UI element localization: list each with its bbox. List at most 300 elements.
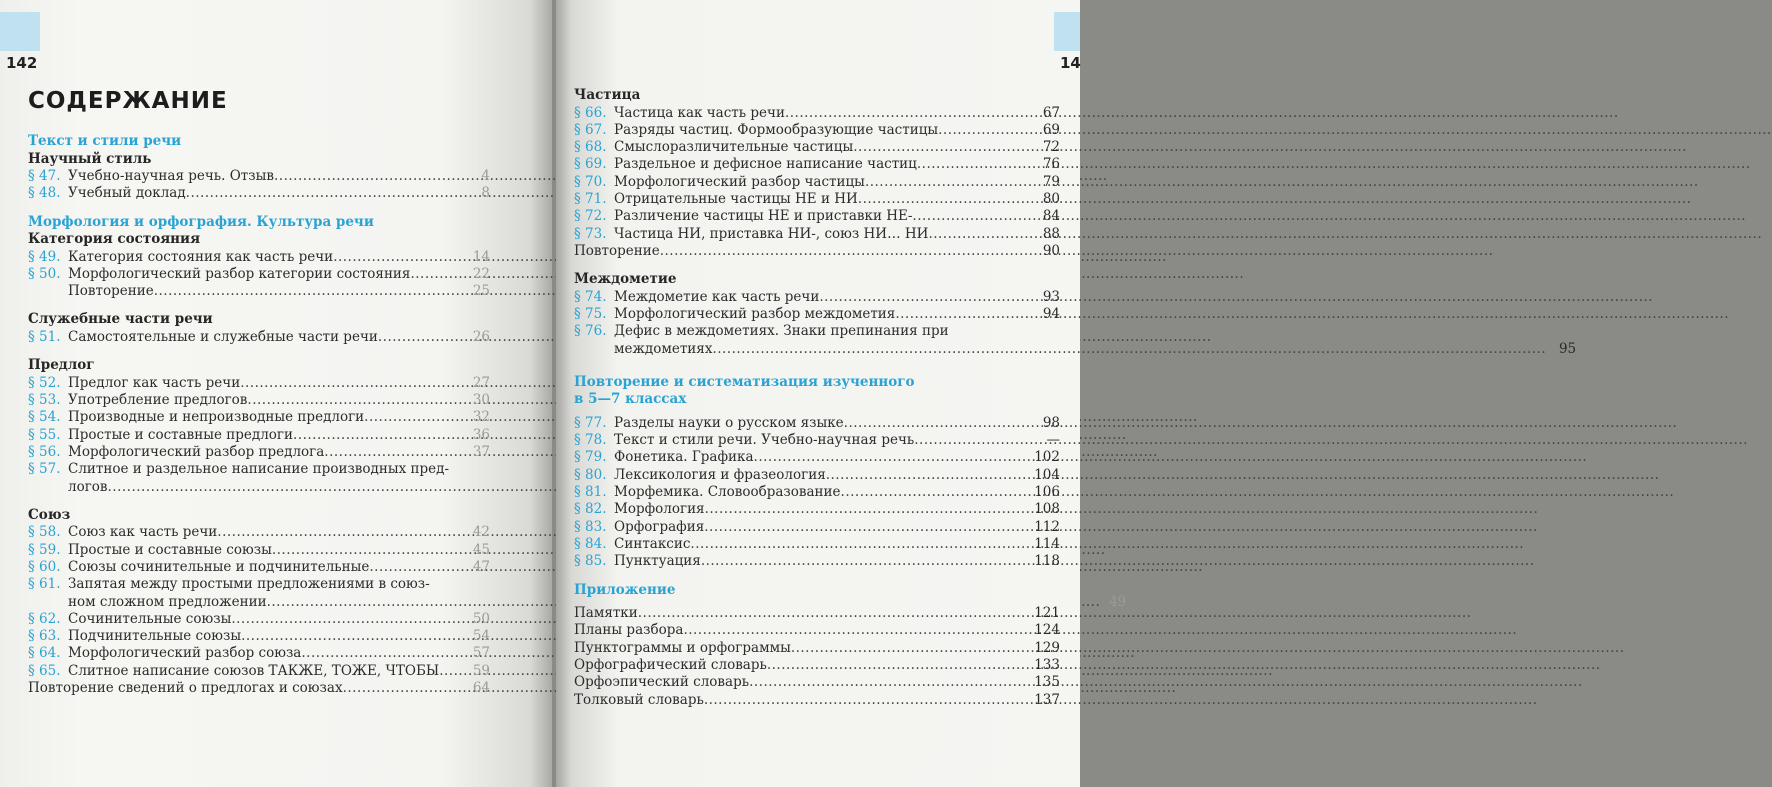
toc-entry[interactable] — [28, 645, 490, 662]
entry-label — [68, 185, 464, 202]
entry-label — [614, 156, 1030, 173]
page-ref: 108 — [1034, 501, 1060, 518]
dot-leader — [841, 484, 1030, 501]
section-heading: Служебные части речи — [28, 311, 213, 328]
dot-leader — [660, 243, 1030, 260]
dot-leader — [749, 674, 1030, 691]
entry-label — [68, 542, 464, 559]
entry-label — [614, 484, 1030, 501]
entry-title: Подчинительные союзы — [68, 628, 242, 645]
toc-entry[interactable] — [28, 444, 490, 461]
toc-entry[interactable] — [574, 432, 1060, 449]
part-heading: Повторение и систематизация изученного — [574, 373, 915, 390]
entry-label — [68, 524, 464, 541]
section-heading: Частица — [574, 87, 641, 103]
entry-label — [68, 427, 464, 444]
dot-leader — [912, 208, 1030, 225]
dot-leader — [240, 375, 464, 392]
dot-leader — [785, 105, 1030, 122]
page-ref: 133 — [1034, 656, 1060, 673]
entry-label — [614, 289, 1030, 306]
page-ref: 95 — [1558, 340, 1577, 357]
toc-entry[interactable] — [28, 409, 490, 426]
entry-label — [574, 243, 1030, 260]
entry-title: Отрицательные частицы НЕ и НИ — [614, 190, 858, 207]
section-number: § 82. — [574, 501, 607, 518]
dot-leader — [938, 122, 1030, 139]
page-tab-marker — [0, 12, 40, 51]
entry-label — [614, 208, 1030, 225]
section-number: § 54. — [28, 409, 61, 426]
entry-title-line2: ном сложном предложении — [68, 593, 267, 610]
page-ref: 30 — [472, 392, 490, 409]
toc-entry[interactable] — [574, 692, 1060, 709]
entry-label — [68, 663, 464, 680]
dot-leader — [638, 605, 1030, 622]
dot-leader — [217, 524, 464, 541]
section-heading: Союз — [28, 506, 71, 523]
page-ref: 94 — [1042, 305, 1060, 322]
page-ref: 106 — [1034, 484, 1060, 501]
spacer — [574, 358, 1060, 374]
entry-label — [68, 444, 464, 461]
section-number: § 64. — [28, 645, 61, 662]
section-number: § 76. — [574, 323, 607, 340]
section-number: § 85. — [574, 553, 607, 570]
entry-title: Производные и непроизводные предлоги — [68, 409, 365, 426]
page-number: 142 — [6, 54, 38, 72]
entry-title: Орфография — [614, 518, 705, 535]
dot-leader — [324, 444, 464, 461]
section-number: § 72. — [574, 208, 607, 225]
toc-entry[interactable] — [28, 680, 490, 697]
entry-title: Употребление предлогов — [68, 392, 248, 409]
dot-leader — [690, 536, 1030, 553]
toc-entry[interactable] — [28, 375, 490, 392]
entry-title: Запятая между простыми предложениями в союз- — [68, 576, 430, 593]
section-number: § 65. — [28, 662, 61, 679]
entry-title: Морфологический разбор междометия — [614, 305, 896, 322]
entry-title: Синтаксис — [614, 535, 691, 552]
dot-leader — [712, 341, 1546, 358]
entry-title: Простые и составные союзы — [68, 541, 272, 558]
section-number: § 59. — [28, 541, 61, 558]
entry-title: Учебный доклад — [68, 185, 186, 202]
dot-leader — [364, 409, 464, 426]
entry-label — [68, 249, 464, 266]
entry-label — [68, 283, 464, 300]
page-ref: — — [1046, 432, 1060, 449]
part-heading: в 5—7 классах — [574, 391, 687, 408]
section-number: § 69. — [574, 156, 607, 173]
section-heading: Категория состояния — [28, 231, 201, 248]
toc-entry[interactable] — [574, 674, 1060, 691]
toc-entry[interactable] — [28, 329, 490, 346]
part-heading: Текст и стили речи — [28, 133, 182, 149]
page-ref: 59 — [472, 662, 490, 679]
entry-title: Орфоэпический словарь — [574, 674, 750, 691]
toc-entry[interactable] — [28, 461, 490, 496]
toc-entry[interactable] — [574, 622, 1060, 639]
toc-entry[interactable] — [574, 501, 1060, 518]
entry-title: Предлог как часть речи — [68, 374, 241, 391]
toc-entry[interactable] — [28, 185, 490, 202]
part-heading: Морфология и орфография. Культура речи — [28, 213, 374, 230]
entry-title: Повторение — [68, 283, 154, 300]
toc-entry[interactable] — [574, 467, 1060, 484]
entry-label — [614, 139, 1030, 156]
entry-label — [68, 392, 464, 409]
section-number: § 55. — [28, 426, 61, 443]
section-number: § 79. — [574, 449, 607, 466]
spacer — [574, 260, 1060, 271]
page-ref: 22 — [472, 265, 490, 282]
toc-entry[interactable] — [28, 559, 490, 576]
section-number: § 63. — [28, 628, 61, 645]
entry-label — [614, 432, 1030, 449]
dot-leader — [865, 174, 1030, 191]
entry-title: Категория состояния как часть речи — [68, 248, 334, 265]
dot-leader — [333, 249, 464, 266]
entry-title: Слитное написание союзов ТАКЖЕ, ТОЖЕ, ЧТОБЫ — [68, 662, 440, 679]
section-number: § 78. — [574, 432, 607, 449]
dot-leader — [704, 692, 1030, 709]
page-ref: 25 — [472, 283, 490, 300]
dot-leader — [293, 427, 464, 444]
dot-leader — [410, 266, 464, 283]
entry-label — [614, 467, 1030, 484]
dot-leader — [928, 226, 1030, 243]
page-ref: 36 — [472, 426, 490, 443]
section-number: § 74. — [574, 288, 607, 305]
entry-label — [614, 449, 1030, 466]
dot-leader — [754, 449, 1030, 466]
dot-leader — [791, 640, 1030, 657]
entry-title-continued — [614, 341, 1576, 358]
section-number: § 68. — [574, 139, 607, 156]
entry-title: Союз как часть речи — [68, 524, 218, 541]
entry-title: Памятки — [574, 605, 638, 622]
page-title: СОДЕРЖАНИЕ — [28, 88, 228, 114]
section-number: § 52. — [28, 374, 61, 391]
page-ref: 67 — [1042, 104, 1060, 121]
toc-entry[interactable] — [574, 657, 1060, 674]
entry-title: Текст и стили речи. Учебно-научная речь — [614, 432, 915, 449]
entry-label — [574, 674, 1030, 691]
entry-title: Частица НИ, приставка НИ-, союз НИ… НИ — [614, 225, 929, 242]
section-heading: Междометие — [574, 271, 677, 288]
toc-entry[interactable] — [28, 427, 490, 444]
page-ref: 124 — [1034, 622, 1060, 639]
toc-entry[interactable] — [28, 628, 490, 645]
page-ref: 50 — [472, 610, 490, 627]
entry-title: Разряды частиц. Формообразующие частицы — [614, 121, 939, 138]
section-number: § 62. — [28, 610, 61, 627]
page-ref: 27 — [472, 374, 490, 391]
page-ref: 88 — [1042, 225, 1060, 242]
page-ref: 118 — [1034, 553, 1060, 570]
dot-leader — [274, 168, 464, 185]
dot-leader — [369, 559, 464, 576]
entry-title: Раздельное и дефисное написание частиц — [614, 156, 917, 173]
dot-leader — [819, 289, 1030, 306]
entry-title: Простые и составные предлоги — [68, 426, 293, 443]
page-ref: 57 — [472, 645, 490, 662]
section-number: § 58. — [28, 524, 61, 541]
entry-title: Морфологический разбор союза — [68, 645, 302, 662]
entry-label — [574, 622, 1030, 639]
section-number: § 84. — [574, 535, 607, 552]
toc-entry[interactable] — [574, 449, 1060, 466]
entry-label — [68, 168, 464, 185]
page-ref: 45 — [472, 541, 490, 558]
dot-leader — [914, 432, 1030, 449]
entry-label — [68, 559, 464, 576]
toc-entry[interactable] — [574, 484, 1060, 501]
section-number: § 50. — [28, 265, 61, 282]
section-number: § 77. — [574, 414, 607, 431]
toc-entry[interactable] — [574, 553, 1060, 570]
page-ref: 135 — [1034, 674, 1060, 691]
entry-title-line2: логов — [68, 478, 108, 495]
entry-label — [614, 226, 1030, 243]
dot-leader — [705, 501, 1030, 518]
page-ref: 76 — [1042, 156, 1060, 173]
entry-title-line2: междометиях — [614, 340, 713, 357]
page-ref: 64 — [472, 680, 490, 697]
page-ref: 112 — [1034, 518, 1060, 535]
section-number: § 70. — [574, 173, 607, 190]
page-ref: 54 — [472, 628, 490, 645]
page-number: 14 — [1060, 54, 1081, 72]
dot-leader — [704, 519, 1030, 536]
entry-title: Сочинительные союзы — [68, 610, 232, 627]
dot-leader — [343, 680, 464, 697]
section-number: § 48. — [28, 185, 61, 202]
entry-title: Союзы сочинительные и подчинительные — [68, 558, 370, 575]
page-ref: 84 — [1042, 208, 1060, 225]
section-number: § 81. — [574, 484, 607, 501]
toc-entry[interactable] — [28, 249, 490, 266]
page-ref: 114 — [1034, 535, 1060, 552]
toc-entry[interactable] — [574, 289, 1060, 306]
spacer — [28, 496, 490, 507]
page-ref: 47 — [472, 558, 490, 575]
toc-entry[interactable] — [574, 536, 1060, 553]
entry-label — [614, 105, 1030, 122]
dot-leader — [895, 306, 1030, 323]
entry-label — [614, 174, 1030, 191]
section-number: § 60. — [28, 558, 61, 575]
section-number: § 56. — [28, 443, 61, 460]
section-number: § 83. — [574, 518, 607, 535]
page-ref: 137 — [1034, 691, 1060, 708]
entry-label — [68, 611, 464, 628]
entry-title: Повторение — [574, 242, 660, 259]
entry-title: Планы разбора — [574, 622, 684, 639]
section-number: § 75. — [574, 305, 607, 322]
page-ref: 8 — [481, 185, 490, 202]
page-ref: 14 — [472, 248, 490, 265]
entry-label — [614, 415, 1030, 432]
section-number: § 71. — [574, 190, 607, 207]
entry-title: Слитное и раздельное написание производных пред- — [68, 461, 449, 478]
entry-title: Морфология — [614, 501, 705, 518]
section-number — [28, 283, 68, 300]
toc-entry[interactable] — [28, 663, 490, 680]
entry-title: Толковый словарь — [574, 691, 704, 708]
dot-leader — [186, 185, 464, 202]
entry-title: Смыслоразличительные частицы — [614, 139, 854, 156]
entry-label — [614, 536, 1030, 553]
entry-label — [574, 657, 1030, 674]
entry-title: Учебно-научная речь. Отзыв — [68, 168, 274, 184]
entry-label — [574, 692, 1030, 709]
page-ref: 37 — [472, 443, 490, 460]
section-number: § 61. — [28, 576, 61, 593]
entry-title: Морфологический разбор категории состояния — [68, 265, 411, 282]
toc-entry[interactable] — [574, 174, 1060, 191]
entry-title: Фонетика. Графика — [614, 449, 754, 466]
page-tab-marker — [1054, 12, 1080, 51]
page-ref: 102 — [1034, 449, 1060, 466]
entry-title: Дефис в междометиях. Знаки препинания при — [614, 323, 949, 340]
toc-entry[interactable] — [574, 208, 1060, 225]
toc-entry[interactable] — [574, 139, 1060, 156]
entry-label — [614, 501, 1030, 518]
page-ref: 69 — [1042, 121, 1060, 138]
entry-title: Различение частицы НЕ и приставки НЕ- — [614, 208, 913, 225]
entry-title: Пунктуация — [614, 553, 701, 570]
toc-entry[interactable] — [574, 122, 1060, 139]
toc-entry[interactable] — [28, 524, 490, 541]
toc-entry[interactable] — [574, 640, 1060, 657]
spacer — [28, 203, 490, 214]
toc-entry[interactable] — [28, 392, 490, 409]
toc-entry[interactable] — [574, 323, 1577, 358]
page-ref: 80 — [1042, 190, 1060, 207]
section-number: § 73. — [574, 225, 607, 242]
page-ref: 98 — [1042, 414, 1060, 431]
section-number: § 57. — [28, 461, 61, 478]
entry-label — [68, 375, 464, 392]
entry-title: Лексикология и фразеология — [614, 466, 826, 483]
dot-leader — [844, 415, 1030, 432]
section-number: § 51. — [28, 328, 61, 345]
entry-title: Морфологический разбор частицы — [614, 173, 865, 190]
toc-entry[interactable] — [574, 306, 1060, 323]
entry-label — [614, 553, 1030, 570]
toc-entry[interactable] — [574, 156, 1060, 173]
entry-label — [574, 640, 1030, 657]
section-heading: Предлог — [28, 357, 95, 374]
dot-leader — [767, 657, 1030, 674]
dot-leader — [301, 645, 464, 662]
page-ref: 32 — [472, 409, 490, 426]
toc-entry[interactable] — [28, 611, 490, 628]
dot-leader — [439, 663, 464, 680]
entry-label — [614, 306, 1030, 323]
entry-label — [68, 645, 464, 662]
toc-entry[interactable] — [574, 519, 1060, 536]
entry-title: Повторение сведений о предлогах и союзах — [28, 680, 343, 697]
dot-leader — [231, 611, 464, 628]
entry-label — [68, 409, 464, 426]
dot-leader — [858, 191, 1030, 208]
toc-entry[interactable] — [574, 226, 1060, 243]
entry-label — [68, 329, 464, 346]
spacer — [574, 571, 1060, 582]
entry-title: Морфемика. Словообразование — [614, 484, 841, 501]
page-ref: 49 — [1109, 593, 1127, 610]
entry-label — [68, 266, 464, 283]
entry-title: Разделы науки о русском языке — [614, 414, 844, 431]
page-ref: 79 — [1042, 173, 1060, 190]
entry-label — [614, 519, 1030, 536]
dot-leader — [272, 542, 464, 559]
dot-leader — [247, 392, 464, 409]
toc-entry[interactable] — [28, 283, 490, 300]
toc-entry[interactable] — [574, 105, 1060, 122]
dot-leader — [701, 553, 1030, 570]
dot-leader — [154, 283, 464, 300]
page-ref: 42 — [472, 524, 490, 541]
page-ref: 104 — [1034, 466, 1060, 483]
entry-title: Частица как часть речи — [614, 104, 785, 121]
toc-entry[interactable] — [574, 191, 1060, 208]
section-number: § 80. — [574, 466, 607, 483]
entry-label — [574, 605, 1030, 622]
page-ref: 121 — [1034, 605, 1060, 622]
dot-leader — [241, 628, 464, 645]
section-number: § 66. — [574, 104, 607, 121]
section-number: § 47. — [28, 168, 61, 184]
page-ref: 26 — [472, 328, 490, 345]
entry-label — [614, 191, 1030, 208]
page-ref: 93 — [1042, 288, 1060, 305]
section-number: § 67. — [574, 121, 607, 138]
entry-body — [614, 323, 1576, 358]
toc-entry[interactable] — [574, 415, 1060, 432]
page-ref: 72 — [1042, 139, 1060, 156]
entry-label — [614, 122, 1030, 139]
toc-entry[interactable] — [574, 243, 1060, 260]
part-heading: Приложение — [574, 581, 676, 598]
toc-entry[interactable] — [28, 266, 490, 283]
entry-title: Пунктограммы и орфограммы — [574, 639, 791, 656]
entry-title: Орфографический словарь — [574, 656, 767, 673]
page-ref: 129 — [1034, 639, 1060, 656]
section-heading: Научный стиль — [28, 150, 152, 167]
section-number: § 49. — [28, 248, 61, 265]
toc-entry[interactable] — [574, 605, 1060, 622]
entry-label — [28, 680, 464, 697]
toc-entry[interactable] — [28, 168, 490, 185]
dot-leader — [853, 139, 1030, 156]
entry-title: Морфологический разбор предлога — [68, 443, 325, 460]
entry-title: Междометие как часть речи — [614, 288, 820, 305]
dot-leader — [378, 329, 464, 346]
entry-title: Самостоятельные и служебные части речи — [68, 328, 378, 345]
spacer — [28, 346, 490, 357]
dot-leader — [917, 156, 1030, 173]
dot-leader — [826, 467, 1030, 484]
toc-entry[interactable] — [28, 542, 490, 559]
section-number: § 53. — [28, 392, 61, 409]
entry-label — [68, 628, 464, 645]
page-ref: 4 — [481, 168, 490, 184]
spacer — [28, 300, 490, 311]
